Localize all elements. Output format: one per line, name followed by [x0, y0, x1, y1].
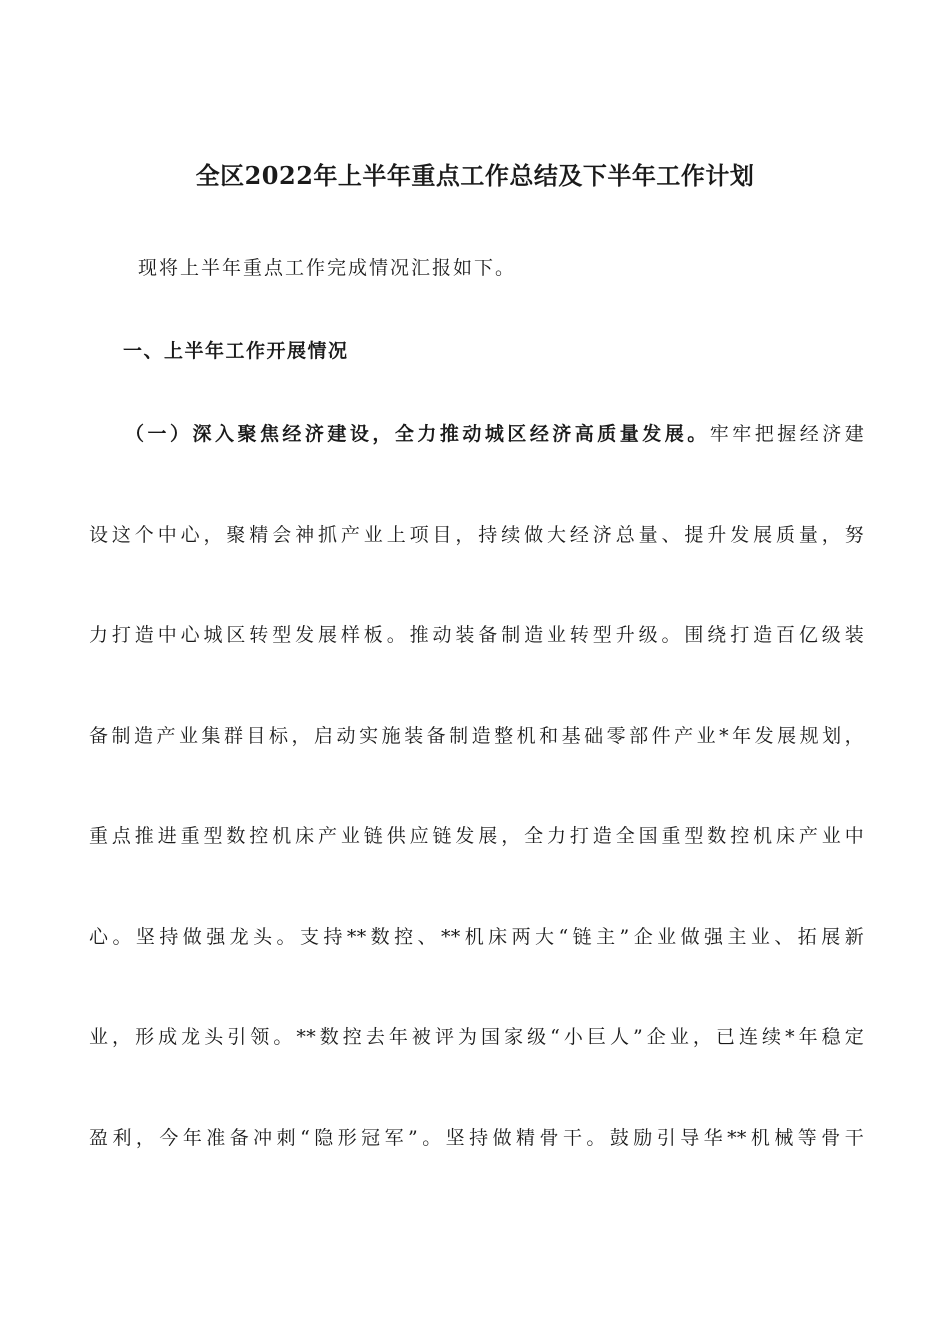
paragraph-text: 牢牢把握经济建	[709, 423, 864, 445]
paragraph-line: 备制造产业集群目标，启动实施装备制造整机和基础零部件产业*年发展规划，	[89, 724, 864, 747]
subsection-heading: （一）深入聚焦经济建设，全力推动城区经济高质量发展。	[125, 423, 710, 445]
paragraph-line	[89, 420, 864, 521]
intro-paragraph: 现将上半年重点工作完成情况汇报如下。	[138, 257, 517, 279]
section-heading: 一、上半年工作开展情况	[123, 340, 349, 362]
paragraph-line: 盈利，今年准备冲刺“隐形冠军”。坚持做精骨干。鼓励引导华**机械等骨干	[89, 1126, 864, 1149]
paragraph-line: 心。坚持做强龙头。支持**数控、**机床两大“链主”企业做强主业、拓展新	[89, 925, 864, 948]
paragraph-line: 业，形成龙头引领。**数控去年被评为国家级“小巨人”企业，已连续*年稳定	[89, 1026, 864, 1048]
paragraph-line: 重点推进重型数控机床产业链供应链发展，全力打造全国重型数控机床产业中	[89, 825, 864, 847]
paragraph-line: 力打造中心城区转型发展样板。推动装备制造业转型升级。围绕打造百亿级装	[89, 624, 864, 646]
body-paragraph	[89, 420, 864, 1224]
document-title: 全区2022年上半年重点工作总结及下半年工作计划	[195, 161, 755, 190]
paragraph-line: 设这个中心，聚精会神抓产业上项目，持续做大经济总量、提升发展质量，努	[89, 523, 864, 546]
